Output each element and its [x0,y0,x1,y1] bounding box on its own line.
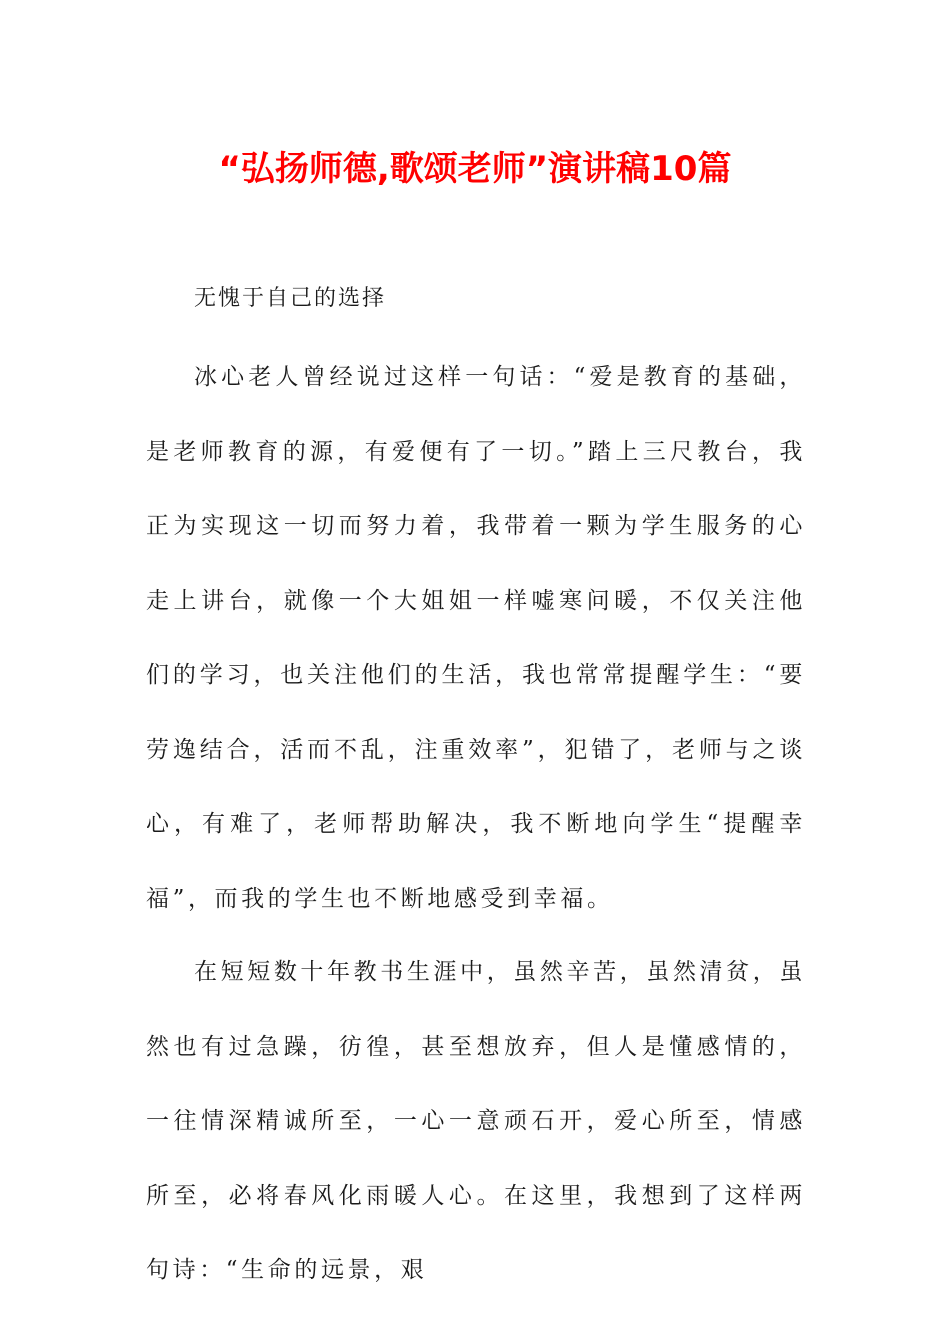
paragraph-1: 冰心老人曾经说过这样一句话：“爱是教育的基础，是老师教育的源，有爱便有了一切。”踏上三尺教台，我正为实现这一切而努力着，我带着一颗为学生服务的心走上讲台，就像一个大姐姐一样嘘寒问暖，不仅关注他们的学习，也关注他们的生活，我也常常提醒学生：“要劳逸结合，活而不乱，注重效率”，犯错了，老师与之谈心，有难了，老师帮助解决，我不断地向学生“提醒幸福”，而我的学生也不断地感受到幸福。 [146,364,806,912]
section-heading: 无愧于自己的选择 [194,286,387,311]
paragraph-2: 在短短数十年教书生涯中，虽然辛苦，虽然清贫，虽然也有过急躁，彷徨，甚至想放弃，但人是懂感情的，一往情深精诚所至，一心一意顽石开，爱心所至，情感所至，必将春风化雨暖人心。在这里，我想到了这样两句诗：“生命的远景，艰 [146,959,806,1283]
document-title: “弘扬师德,歌颂老师”演讲稿10篇 [218,149,732,189]
